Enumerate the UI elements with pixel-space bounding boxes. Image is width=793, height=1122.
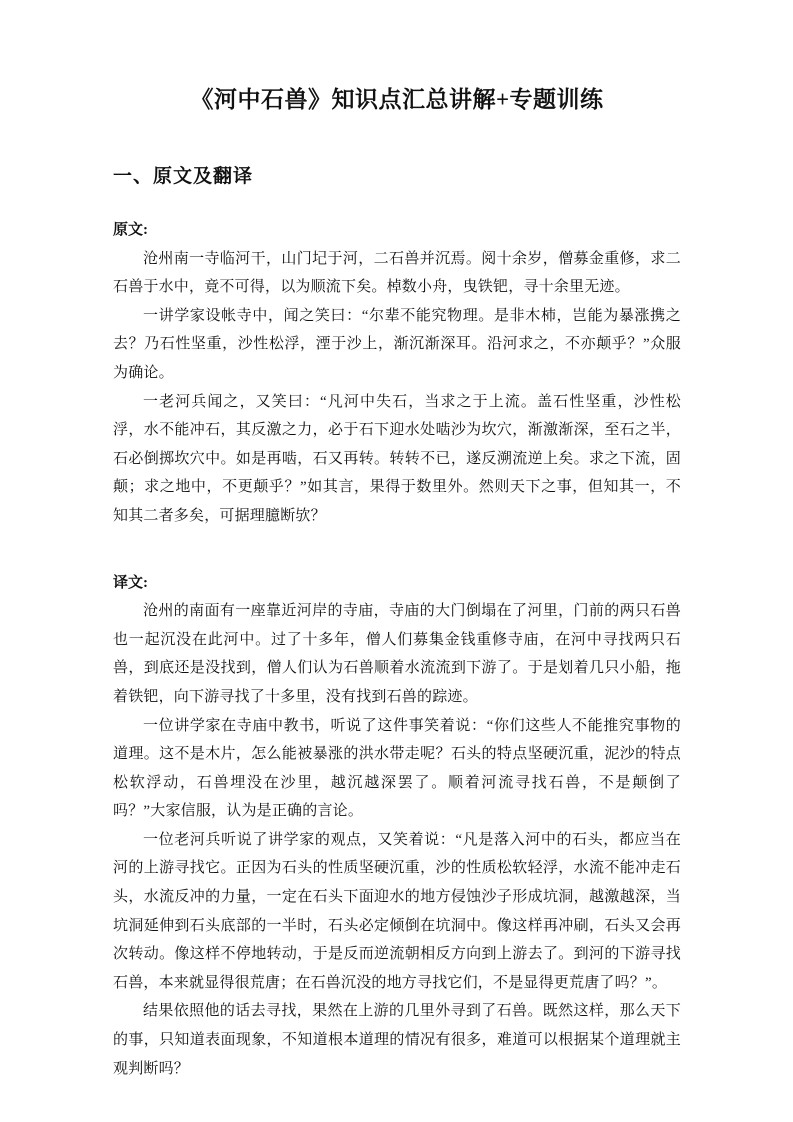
section-heading: 一、原文及翻译 bbox=[113, 166, 254, 187]
translation-paragraph: 结果依照他的话去寻找，果然在上游的几里外寻到了石兽。既然这样，那么天下的事，只知道表面现象，不知道根本道理的情况有很多，难道可以根据某个道理就主观判断吗？ bbox=[113, 1003, 681, 1077]
translation-paragraph: 一位讲学家在寺庙中教书，听说了这件事笑着说：“你们这些人不能推究事物的道理。这不是木片，怎么能被暴涨的洪水带走呢？石头的特点坚硬沉重，泥沙的特点松软浮动，石兽埋没在沙里，越沉越深罢了。顺着河流寻找石兽，不是颠倒了吗？”大家信服，认为是正确的言论。 bbox=[113, 717, 681, 820]
original-paragraph: 沧州南一寺临河干，山门圮于河，二石兽并沉焉。阅十余岁，僧募金重修，求二石兽于水中，竟不可得，以为顺流下矣。棹数小舟，曳铁钯，寻十余里无迹。 bbox=[113, 250, 681, 296]
document-title: 《河中石兽》知识点汇总讲解+专题训练 bbox=[190, 87, 604, 112]
translation-label: 译文: bbox=[113, 574, 148, 591]
translation-paragraph: 沧州的南面有一座靠近河岸的寺庙，寺庙的大门倒塌在了河里，门前的两只石兽也一起沉没在此河中。过了十多年，僧人们募集金钱重修寺庙，在河中寻找两只石兽，到底还是没找到，僧人们认为石兽顺着水流流到下游了。于是划着几只小船，拖着铁钯，向下游寻找了十多里，没有找到石兽的踪迹。 bbox=[113, 603, 681, 705]
original-paragraph: 一老河兵闻之，又笑曰：“凡河中失石，当求之于上流。盖石性坚重，沙性松浮，水不能冲石，其反激之力，必于石下迎水处啮沙为坎穴，渐激渐深，至石之半，石必倒掷坎穴中。如是再啮，石又再转。转转不已，遂反溯流逆上矣。求之下流，固颠；求之地中，不更颠乎？”如其言，果得于数里外。然则天下之事，但知其一，不知其二者多矣，可据理臆断欤？ bbox=[113, 393, 681, 524]
original-text-label: 原文: bbox=[113, 222, 148, 238]
translation-paragraph: 一位老河兵听说了讲学家的观点，又笑着说：“凡是落入河中的石头，都应当在河的上游寻找它。正因为石头的性质坚硬沉重，沙的性质松软轻浮，水流不能冲走石头，水流反冲的力量，一定在石头下面迎水的地方侵蚀沙子形成坑洞，越激越深，当坑洞延伸到石头底部的一半时，石头必定倾倒在坑洞中。像这样再冲刷，石头又会再次转动。像这样不停地转动，于是反而逆流朝相反方向到上游去了。到河的下游寻找石兽，本来就显得很荒唐；在石兽沉没的地方寻找它们，不是显得更荒唐了吗？”。 bbox=[113, 831, 681, 991]
original-paragraph: 一讲学家设帐寺中，闻之笑曰：“尔辈不能究物理。是非木杮，岂能为暴涨携之去？乃石性坚重，沙性松浮，湮于沙上，渐沉渐深耳。沿河求之，不亦颠乎？”众服为确论。 bbox=[113, 307, 681, 381]
